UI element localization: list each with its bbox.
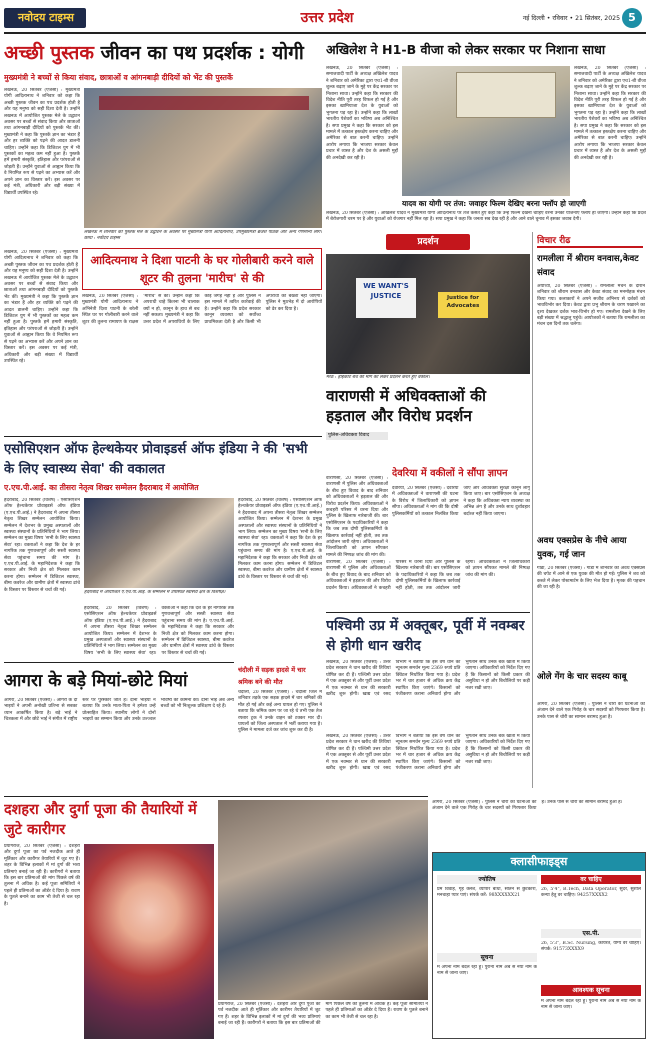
story8-top-rule (4, 662, 234, 663)
classifieds-ad-4: मैं अपना नाम बदल रहा हूं। पुराना नाम अब से नया नाम के नाम से जाना जाए। (437, 965, 537, 977)
story-dussehra (4, 796, 428, 1039)
story4-label: प्रदर्शन (386, 234, 470, 250)
story5-body: देवरिया, 20 सितंबर (एजेंसी) : देवरिया में अधिवक्ताओं ने वाराणसी की घटना के विरोध में जिलाधिकारी को ज्ञापन सौंपा। अधिवक्ताओं ने मांग की कि दोषी पुलिसकर्मियों को तत्काल निलंबित किया जाए और अधिवक्ता सुरक्षा कानून लागू किया जाए। बार एसोसिएशन के अध्यक्ष ने कहा कि अधिवक्ता न्याय व्यवस्था का अभिन्न अंग हैं और उनके साथ दुर्व्यवहार बर्दाश्त नहीं किया जाएगा। (392, 486, 530, 517)
story6-photo (84, 498, 234, 588)
sidebar-b-headline: अवध एक्सप्रेस के नीचे आया युवक, गई जान (537, 536, 627, 560)
story6-body-right: हैदराबाद, 20 सितंबर (विशेष) : एसोसिएशन ऑफ हेल्थकेयर प्रोवाइडर्स ऑफ इंडिया (ए.एच.पी.आई.) ने हैदराबाद में अपना तीसरा नेतृत्व शिखर सम्मेलन आयोजित किया। सम्मेलन में देशभर के प्रमुख अस्पतालों और स्वास्थ्य संस्थानों के प्रतिनिधियों ने भाग लिया। सम्मेलन का मुख्य विषय 'सभी के लिए स्वास्थ्य सेवा' रहा। वक्ताओं ने कहा कि देश के हर नागरिक तक गुणवत्तापूर्ण और सस्ती स्वास्थ्य सेवा पहुंचाना समय की मांग है। ए.एच.पी.आई. के महानिदेशक ने कहा कि सरकार और निजी क्षेत्र को मिलकर काम करना होगा। सम्मेलन में डिजिटल स्वास्थ्य, बीमा कवरेज और ग्रामीण क्षेत्रों में स्वास्थ्य ढांचे के विस्तार पर विस्तार से चर्चा की गई। (238, 498, 322, 580)
story4-sign-1: WE WANT'S JUSTICE (356, 278, 416, 318)
sidebar-overflow: आगरा, 20 सितंबर (एजेंसी) : पुलिस ने चोरी की घटनाओं को अंजाम देने वाले एक गिरोह के चार सदस्यों को गिरफ्तार किया है। उनके पास से चोरी का सामान बरामद हुआ है। (432, 800, 623, 812)
story1-subhead: मुख्यमंत्री ने बच्चों से किया संवाद, छात्राओं व आंगनबाड़ी दीदियों को भेंट की पुस्तकें (4, 73, 233, 82)
dateline: नई दिल्ली • रविवार • 21 सितंबर, 2025 (522, 15, 620, 22)
story4-sign-2: Justice for Advocates (438, 292, 488, 318)
classifieds-notice-body: मैं अपना नाम बदल रहा हूं। पुराना नाम अब से नया नाम के नाम से जाना जाए। (541, 999, 641, 1011)
story8-body: आगरा, 20 सितंबर (एजेंसी) : आगरा के दो भाइयों ने अपनी अनोखी प्रतिभा से सबका ध्यान आकर्षित किया है। बड़े भाई ने चित्रकला में और छोटे भाई ने संगीत में राष्ट्रीय स्तर पर पुरस्कार जीते हैं। दोनों भाइयों ने बताया कि उनके माता-पिता ने हमेशा उन्हें प्रोत्साहित किया। स्थानीय लोगों ने दोनों भाइयों का सम्मान किया और उनके उज्ज्वल भविष्य की कामना की। दोनों भाई अब अन्य बच्चों को भी निःशुल्क प्रशिक्षण दे रहे हैं। (4, 698, 234, 723)
story4-tag: पुलिस-अधिवक्ता विवाद (326, 432, 388, 440)
story7-body-cont: लखनऊ, 20 सितंबर (एजेंसी) : उत्तर प्रदेश सरकार ने धान खरीद की तिथियां घोषित कर दी हैं। पश्चिमी उत्तर प्रदेश में एक अक्तूबर से और पूर्वी उत्तर प्रदेश में एक नवम्बर से धान की सरकारी खरीद शुरू होगी। खाद्य एवं रसद विभाग ने बताया कि इस वर्ष धान का न्यूनतम समर्थन मूल्य 2369 रुपये प्रति क्विंटल निर्धारित किया गया है। प्रदेश भर में चार हजार से अधिक क्रय केंद्र स्थापित किए जाएंगे। किसानों को पंजीकरण कराना अनिवार्य होगा और भुगतान सीधे उनके बैंक खातों में किया जाएगा। अधिकारियों को निर्देश दिए गए हैं कि किसानों को किसी प्रकार की असुविधा न हो और बिचौलियों पर कड़ी नजर रखी जाए। (326, 734, 530, 772)
sidebar-c-body: आगरा, 20 सितंबर (एजेंसी) : पुलिस ने चोरी की घटनाओं को अंजाम देने वाले एक गिरोह के चार सदस्यों को गिरफ्तार किया है। उनके पास से चोरी का सामान बरामद हुआ है। (537, 702, 645, 720)
story7-headline: पश्चिमी उप्र में अक्तूबर, पूर्वी में नवम्बर से होगी धान खरीद (326, 618, 525, 654)
classifieds-ad-1: प्रेम विवाह, गृह क्लेश, व्यापार बाधा, सौतन से छुटकारा, मनचाहा प्यार पाएं। संपर्क करें: 98XXXXXX21 (437, 887, 537, 899)
story-yogi-books (4, 36, 322, 248)
story7-body: लखनऊ, 20 सितंबर (एजेंसी) : उत्तर प्रदेश सरकार ने धान खरीद की तिथियां घोषित कर दी हैं। पश्चिमी उत्तर प्रदेश में एक अक्तूबर से और पूर्वी उत्तर प्रदेश में एक नवम्बर से धान की सरकारी खरीद शुरू होगी। खाद्य एवं रसद विभाग ने बताया कि इस वर्ष धान का न्यूनतम समर्थन मूल्य 2369 रुपये प्रति क्विंटल निर्धारित किया गया है। प्रदेश भर में चार हजार से अधिक क्रय केंद्र स्थापित किए जाएंगे। किसानों को पंजीकरण कराना अनिवार्य होगा और भुगतान सीधे उनके बैंक खातों में किया जाएगा। अधिकारियों को निर्देश दिए गए हैं कि किसानों को किसी प्रकार की असुविधा न हो और बिचौलियों पर कड़ी नजर रखी जाए। (326, 660, 530, 698)
sidebar-a-body: अयोध्या, 20 सितंबर (एजेंसी) : रामलीला मंचन के दौरान शनिवार को श्रीराम वनवास और केवट संवाद का मनमोहक मंचन किया गया। कलाकारों ने अपने सजीव अभिनय से दर्शकों को भावविभोर कर दिया। केवट द्वारा प्रभु श्रीराम के चरण पखारने का दृश्य देखकर दर्शक भाव-विभोर हो गए। रामलीला देखने के लिए बड़ी संख्या में श्रद्धालु पहुंचे। आयोजकों ने बताया कि रामलीला का मंचन दस दिनों तक चलेगा। (537, 284, 645, 328)
classifieds-ad-2: 26, 5'4", B.Tech, Data Operator, सुंदर, सुशील कन्या हेतु वर चाहिए। 94257XXXX2 (541, 887, 641, 899)
story9-body: चंदौली, 20 सितंबर (एजेंसी) : चंदौली जिले में शनिवार तड़के एक सड़क हादसे में चार श्रमिकों की मौत हो गई और कई अन्य घायल हो गए। पुलिस ने बताया कि श्रमिक काम पर जा रहे थे तभी एक तेज रफ्तार ट्रक ने उनके वाहन को टक्कर मार दी। घायलों को जिला अस्पताल में भर्ती कराया गया है। पुलिस ने मामला दर्ज कर जांच शुरू कर दी है। (238, 690, 322, 734)
classifieds-section-1: ज्योतिष (437, 875, 537, 884)
story7-top-rule (326, 612, 530, 613)
story10-top-rule (4, 796, 428, 797)
story1-body: लखनऊ, 20 सितंबर (एजेंसी) : मुख्यमंत्री योगी आदित्यनाथ ने शनिवार को कहा कि अच्छी पुस्तक जीवन का पथ प्रदर्शक होती है और यह मनुष्य को सही दिशा देती है। उन्होंने लखनऊ में आयोजित पुस्तक मेले के उद्घाटन अवसर पर बच्चों से संवाद किया और छात्राओं तथा आंगनबाड़ी दीदियों को पुस्तकें भेंट कीं। मुख्यमंत्री ने कहा कि पुस्तकें ज्ञान का भंडार हैं और हर व्यक्ति को पढ़ने की आदत डालनी चाहिए। उन्होंने कहा कि डिजिटल युग में भी पुस्तकों का महत्व कम नहीं हुआ है। पुस्तकें हमें हमारी संस्कृति, इतिहास और परंपराओं से जोड़ती हैं। उन्होंने युवाओं से आह्वान किया कि वे नियमित रूप से पढ़ने का अभ्यास करें और अपने ज्ञान का विस्तार करें। इस अवसर पर कई मंत्री, अधिकारी और बड़ी संख्या में विद्यार्थी उपस्थित रहे। (4, 88, 80, 196)
story1-stage-banner (99, 96, 309, 110)
story5-body-cont: वाराणसी, 20 सितंबर (एजेंसी) : वाराणसी में पुलिस और अधिवक्ताओं के बीच हुए विवाद के बाद शनिवार को अधिवक्ताओं ने हड़ताल की और विरोध प्रदर्शन किया। अधिवक्ताओं ने कचहरी परिसर में धरना दिया और पुलिस के खिलाफ नारेबाजी की। बार एसोसिएशन के पदाधिकारियों ने कहा कि जब तक दोषी पुलिसकर्मियों के खिलाफ कार्रवाई नहीं होती, तब तक आंदोलन जारी रहेगा। अधिवक्ताओं ने जिलाधिकारी को ज्ञापन सौंपकर मामले की निष्पक्ष जांच की मांग की। (326, 560, 530, 591)
story4-caption: मेरठ : हाईकोर्ट बेंच की मांग को लेकर प्रदर्शन करते हुए वकील। (326, 375, 430, 380)
story2-headline: अखिलेश ने H1-B वीजा को लेकर सरकार पर निशाना साधा (326, 42, 606, 57)
story2-body: लखनऊ, 20 सितंबर (एजेंसी) : समाजवादी पार्टी के अध्यक्ष अखिलेश यादव ने शनिवार को अमेरिका द्वारा एच1-बी वीजा शुल्क बढ़ाए जाने के मुद्दे पर केंद्र सरकार पर निशाना साधा। उन्होंने कहा कि सरकार की विदेश नीति पूरी तरह विफल हो गई है और इसका खामियाजा देश के युवाओं को भुगतना पड़ रहा है। उन्होंने कहा कि लाखों भारतीय पेशेवरों का भविष्य अब अनिश्चित है। सपा प्रमुख ने कहा कि सरकार को इस मामले में तत्काल हस्तक्षेप करना चाहिए और अमेरिका से बात करनी चाहिए। उन्होंने आरोप लगाया कि भाजपा सरकार केवल प्रचार में व्यस्त है और देश के असली मुद्दों की अनदेखी कर रही है। (326, 66, 398, 161)
story9-headline: चंदौली में सड़क हादसे में चार श्रमिक बने की मौत (238, 666, 306, 686)
story6-subhead: ए.एच.पी.आई. का तीसरा नेतृत्व शिखर सम्मेलन हैदराबाद में आयोजित (4, 483, 199, 492)
classifieds-notice: आवश्यक सूचना (541, 985, 641, 996)
story10-headline: दशहरा और दुर्गा पूजा की तैयारियों में जुटे कारीगर (4, 802, 197, 838)
section-title: उत्तर प्रदेश (300, 10, 354, 26)
story1-headline-rest: जीवन का पथ प्रदर्शक : योगी (100, 42, 304, 64)
story4-body: वाराणसी, 20 सितंबर (एजेंसी) : वाराणसी में पुलिस और अधिवक्ताओं के बीच हुए विवाद के बाद शनिवार को अधिवक्ताओं ने हड़ताल की और विरोध प्रदर्शन किया। अधिवक्ताओं ने कचहरी परिसर में धरना दिया और पुलिस के खिलाफ नारेबाजी की। बार एसोसिएशन के पदाधिकारियों ने कहा कि जब तक दोषी पुलिसकर्मियों के खिलाफ कार्रवाई नहीं होती, तब तक आंदोलन जारी रहेगा। अधिवक्ताओं ने जिलाधिकारी को ज्ञापन सौंपकर मामले की निष्पक्ष जांच की मांग की। (326, 476, 388, 558)
story3-body: लखनऊ, 20 सितंबर (एजेंसी) : मुख्यमंत्री योगी आदित्यनाथ ने अभिनेत्री दिशा पाटनी के बरेली स्थित घर पर गोलीबारी करने वाले शूटर की तुलना रामायण के राक्षस 'मारीच' से की। उन्होंने कहा कि अपराधी चाहे कितना भी चालाक क्यों न हो, कानून के हाथ से बच नहीं सकता। मुख्यमंत्री ने कहा कि उत्तर प्रदेश में अपराधियों के लिए कोई जगह नहीं है और पुलिस ने इस मामले में त्वरित कार्रवाई की है। उन्होंने कहा कि प्रदेश सरकार कानून व्यवस्था को सर्वोच्च प्राथमिकता देती है और किसी भी अपराधी को बख्शा नहीं जाएगा। पुलिस ने मुठभेड़ में दो आरोपियों को ढेर कर दिया है। (82, 294, 322, 325)
story4-headline: वाराणसी में अधिवक्ताओं की हड़ताल और विरोध प्रदर्शन (326, 387, 486, 425)
story6-body: हैदराबाद, 20 सितंबर (विशेष) : एसोसिएशन ऑफ हेल्थकेयर प्रोवाइडर्स ऑफ इंडिया (ए.एच.पी.आई.) ने हैदराबाद में अपना तीसरा नेतृत्व शिखर सम्मेलन आयोजित किया। सम्मेलन में देशभर के प्रमुख अस्पतालों और स्वास्थ्य संस्थानों के प्रतिनिधियों ने भाग लिया। सम्मेलन का मुख्य विषय 'सभी के लिए स्वास्थ्य सेवा' रहा। वक्ताओं ने कहा कि देश के हर नागरिक तक गुणवत्तापूर्ण और सस्ती स्वास्थ्य सेवा पहुंचाना समय की मांग है। ए.एच.पी.आई. के महानिदेशक ने कहा कि सरकार और निजी क्षेत्र को मिलकर काम करना होगा। सम्मेलन में डिजिटल स्वास्थ्य, बीमा कवरेज और ग्रामीण क्षेत्रों में स्वास्थ्य ढांचे के विस्तार पर विस्तार से चर्चा की गई। (4, 498, 80, 593)
story2-body-cont: लखनऊ, 20 सितंबर (एजेंसी) : समाजवादी पार्टी के अध्यक्ष अखिलेश यादव ने शनिवार को अमेरिका द्वारा एच1-बी वीजा शुल्क बढ़ाए जाने के मुद्दे पर केंद्र सरकार पर निशाना साधा। उन्होंने कहा कि सरकार की विदेश नीति पूरी तरह विफल हो गई है और इसका खामियाजा देश के युवाओं को भुगतना पड़ रहा है। उन्होंने कहा कि लाखों भारतीय पेशेवरों का भविष्य अब अनिश्चित है। सपा प्रमुख ने कहा कि सरकार को इस मामले में तत्काल हस्तक्षेप करना चाहिए और अमेरिका से बात करनी चाहिए। उन्होंने आरोप लगाया कि भाजपा सरकार केवल प्रचार में व्यस्त है और देश के असली मुद्दों की अनदेखी कर रही है। (574, 66, 646, 161)
story6-top-rule (4, 436, 322, 437)
sidebar-b-body: गोंडा, 20 सितंबर (एजेंसी) : गोंडा में शनिवार को अवध एक्सप्रेस की चपेट में आने से एक युवक की मौत हो गई। पुलिस ने शव को कब्जे में लेकर पोस्टमार्टम के लिए भेज दिया है। मृतक की पहचान की जा रही है। (537, 566, 645, 591)
story1-caption: लखनऊ में शनिवार को पुस्तक मेले के उद्घाटन के अवसर पर मुख्यमंत्री योगी आदित्यनाथ, उपमुख्यमंत्री ब्रजेश पाठक और अन्य गणमान्य लोग। छाया : नवोदय टाइम्स (84, 230, 322, 242)
header-rule (4, 32, 646, 34)
story10-photo-durga (84, 844, 214, 1039)
story2-caption: यादव का योगी पर तंज: जवाहर फिल्म देखिए बरना फ्लॉप हो जाएगी (402, 199, 587, 208)
page-number (622, 8, 642, 28)
story2-photo-banner (456, 72, 556, 118)
story8-headline: आगरा के बड़े मियां-छोटे मियां (4, 671, 188, 691)
masthead (0, 0, 650, 38)
story10-body: प्रयागराज, 20 सितंबर (एजेंसी) : दशहरा और दुर्गा पूजा का पर्व नजदीक आते ही मूर्तिकार और कारीगर तैयारियों में जुट गए हैं। शहर के विभिन्न इलाकों में मां दुर्गा की भव्य प्रतिमाएं बनाई जा रही हैं। कारीगरों ने बताया कि इस बार प्रतिमाओं की मांग पिछले वर्ष की तुलना में अधिक है। कई पूजा समितियों ने पहले ही प्रतिमाओं का ऑर्डर दे दिया है। रावण के पुतले बनाने का काम भी तेजी से चल रहा है। (4, 844, 80, 907)
story-disha-patani (82, 248, 322, 432)
classifieds-section-4: एस.पी. (541, 929, 641, 938)
classifieds-title: क्लासीफाइड्स (433, 853, 645, 871)
story-ahpi (4, 436, 322, 660)
story10-body-cont: प्रयागराज, 20 सितंबर (एजेंसी) : दशहरा और दुर्गा पूजा का पर्व नजदीक आते ही मूर्तिकार और कारीगर तैयारियों में जुट गए हैं। शहर के विभिन्न इलाकों में मां दुर्गा की भव्य प्रतिमाएं बनाई जा रही हैं। कारीगरों ने बताया कि इस बार प्रतिमाओं की मांग पिछले वर्ष की तुलना में अधिक है। कई पूजा समितियों ने पहले ही प्रतिमाओं का ऑर्डर दे दिया है। रावण के पुतले बनाने का काम भी तेजी से चल रहा है। (218, 1002, 428, 1027)
story-deoria (326, 466, 530, 558)
story5-headline: देवरिया में वकीलों ने सौंपा ज्ञापन (392, 468, 508, 479)
story-akhilesh-visa (326, 36, 646, 232)
classifieds-section-3: सूचना (437, 953, 537, 962)
story-varanasi-advocates (326, 232, 530, 462)
sidebar-label: विचार रीढ (537, 234, 643, 248)
story10-photo-ravan (218, 800, 428, 1000)
page-number-text: 5 (628, 11, 636, 24)
classifieds-section-2: वर चाहिए (541, 875, 641, 884)
story2-caption-body: लखनऊ, 20 सितंबर (एजेंसी) : अखिलेश यादव ने मुख्यमंत्री योगी आदित्यनाथ पर तंज कसते हुए कहा कि उन्हें फिल्म देखनी चाहिए वरना उनकी योजनाएं फ्लॉप हो जाएंगी। उन्होंने कहा कि प्रदेश में बेरोजगारी चरम पर है और युवाओं को रोजगार नहीं मिल रहा है। सपा प्रमुख ने कहा कि जनता सब देख रही है और आने वाले चुनाव में इसका जवाब देगी। (326, 211, 646, 223)
story1-headline (4, 36, 322, 70)
paper-name: नवोदय टाइम्स (18, 11, 74, 24)
classifieds-ad-3: 26, 5'3", B.Sc. Nursing, कार्यरत, योग्य वर चाहिए। संपर्क: 91573XXXX9 (541, 941, 641, 953)
story6-body-cont: हैदराबाद, 20 सितंबर (विशेष) : एसोसिएशन ऑफ हेल्थकेयर प्रोवाइडर्स ऑफ इंडिया (ए.एच.पी.आई.) ने हैदराबाद में अपना तीसरा नेतृत्व शिखर सम्मेलन आयोजित किया। सम्मेलन में देशभर के प्रमुख अस्पतालों और स्वास्थ्य संस्थानों के प्रतिनिधियों ने भाग लिया। सम्मेलन का मुख्य विषय 'सभी के लिए स्वास्थ्य सेवा' रहा। वक्ताओं ने कहा कि देश के हर नागरिक तक गुणवत्तापूर्ण और सस्ती स्वास्थ्य सेवा पहुंचाना समय की मांग है। ए.एच.पी.आई. के महानिदेशक ने कहा कि सरकार और निजी क्षेत्र को मिलकर काम करना होगा। सम्मेलन में डिजिटल स्वास्थ्य, बीमा कवरेज और ग्रामीण क्षेत्रों में स्वास्थ्य ढांचे के विस्तार पर विस्तार से चर्चा की गई। (84, 606, 234, 656)
story6-caption: हैदराबाद में आयोजित ए.एच.पी.आई. के सम्मेलन में उपस्थित स्वास्थ्य क्षेत्र के विशेषज्ञ। (84, 590, 226, 595)
story-chandauli (238, 662, 322, 792)
story-agra (4, 662, 234, 792)
story6-headline: एसोसिएशन ऑफ हेल्थकेयर प्रोवाइडर्स ऑफ इंडिया ने की 'सभी के लिए स्वास्थ्य सेवा' की वकालत (4, 442, 308, 477)
sidebar-c-headline: ओले गेंग के चार सदस्य काबू (537, 672, 627, 682)
story3-headline: आदित्यनाथ ने दिशा पाटनी के घर गोलीबारी करने वाले शूटर की तुलना 'मारीच' से की (90, 253, 314, 285)
sidebar-a-headline: रामलीला में श्रीराम वनवास,केवट संवाद (537, 254, 639, 278)
story1-headline-red: अच्छी पुस्तक (4, 42, 94, 64)
classifieds-panel (432, 852, 646, 1039)
story1-body-cont: लखनऊ, 20 सितंबर (एजेंसी) : मुख्यमंत्री योगी आदित्यनाथ ने शनिवार को कहा कि अच्छी पुस्तक जीवन का पथ प्रदर्शक होती है और यह मनुष्य को सही दिशा देती है। उन्होंने लखनऊ में आयोजित पुस्तक मेले के उद्घाटन अवसर पर बच्चों से संवाद किया और छात्राओं तथा आंगनबाड़ी दीदियों को पुस्तकें भेंट कीं। मुख्यमंत्री ने कहा कि पुस्तकें ज्ञान का भंडार हैं और हर व्यक्ति को पढ़ने की आदत डालनी चाहिए। उन्होंने कहा कि डिजिटल युग में भी पुस्तकों का महत्व कम नहीं हुआ है। पुस्तकें हमें हमारी संस्कृति, इतिहास और परंपराओं से जोड़ती हैं। उन्होंने युवाओं से आह्वान किया कि वे नियमित रूप से पढ़ने का अभ्यास करें और अपने ज्ञान का विस्तार करें। इस अवसर पर कई मंत्री, अधिकारी और बड़ी संख्या में विद्यार्थी उपस्थित रहे। (4, 250, 78, 364)
